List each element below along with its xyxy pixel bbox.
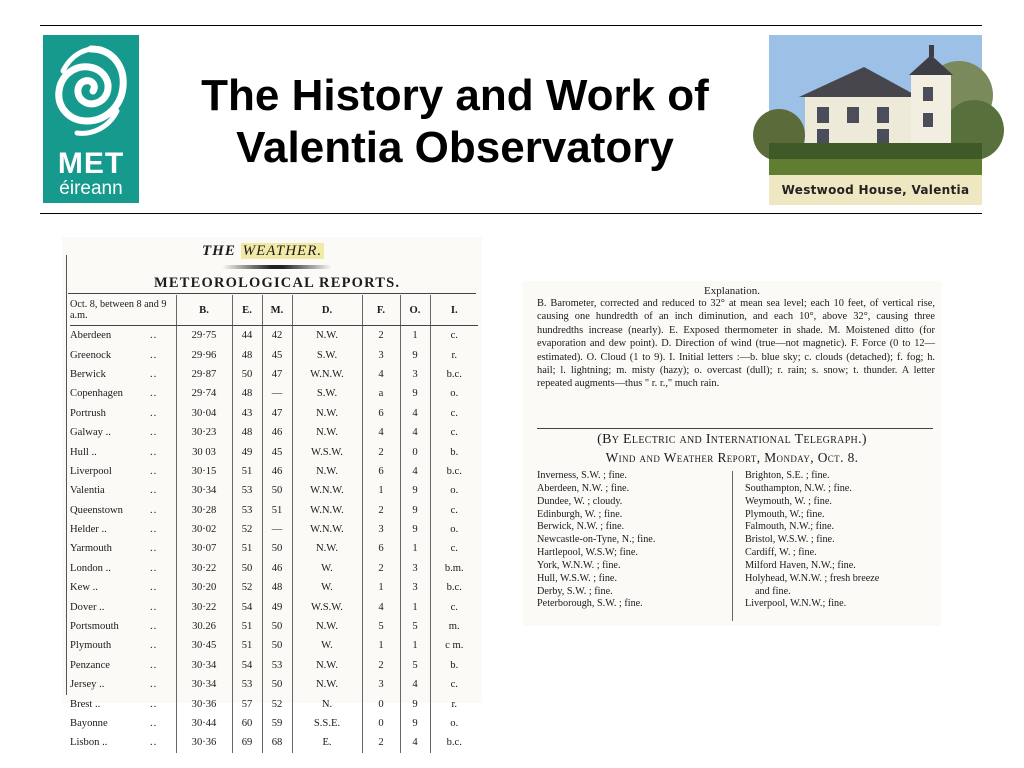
section-title: METEOROLOGICAL REPORTS. — [154, 275, 401, 291]
table-cell: 45 — [262, 442, 292, 461]
table-row — [70, 636, 478, 655]
table-cell: 30·20 — [176, 578, 232, 597]
table-cell: Greenock — [70, 349, 112, 361]
page-title — [150, 70, 760, 174]
section-divider — [537, 428, 933, 429]
table-cell: Helder .. — [70, 524, 107, 536]
wind-weather-report-clipping — [523, 281, 941, 626]
table-cell: 2 — [362, 733, 400, 752]
report-entry: Falmouth, N.W.; fine. — [745, 521, 835, 533]
table-cell: 48 — [232, 423, 262, 442]
table-cell: W. — [292, 636, 362, 655]
table-cell: 30·07 — [176, 539, 232, 558]
logo-eireann-text: éireann — [59, 178, 123, 199]
table-cell: .. — [150, 737, 158, 749]
heading-the: THE — [202, 243, 236, 259]
table-cell: Portsmouth — [70, 621, 119, 633]
table-cell: 2 — [362, 501, 400, 520]
table-cell: c. — [430, 597, 478, 616]
table-cell: 9 — [400, 384, 430, 403]
report-entry: Southampton, N.W. ; fine. — [745, 482, 852, 494]
table-cell: 2 — [362, 442, 400, 461]
table-cell: .. — [150, 465, 158, 477]
table-cell: 9 — [400, 714, 430, 733]
report-entry: Milford Haven, N.W.; fine. — [745, 559, 856, 571]
table-cell: 1 — [400, 636, 430, 655]
table-cell: 51 — [232, 462, 262, 481]
table-cell: 51 — [262, 501, 292, 520]
table-cell: 4 — [400, 462, 430, 481]
table-cell: 30·44 — [176, 714, 232, 733]
table-cell: 3 — [362, 345, 400, 364]
table-cell: 1 — [400, 597, 430, 616]
table-cell: 52 — [232, 520, 262, 539]
table-cell: 9 — [400, 481, 430, 500]
table-cell: r. — [430, 345, 478, 364]
table-cell: 49 — [232, 442, 262, 461]
table-row — [70, 345, 478, 364]
table-cell: 9 — [400, 520, 430, 539]
met-eireann-logo — [43, 35, 139, 203]
photo-caption: Westwood House, Valentia — [769, 175, 982, 205]
table-cell: 30·34 — [176, 675, 232, 694]
table-cell: 29·75 — [176, 326, 232, 346]
table-cell: .. — [150, 601, 158, 613]
table-cell: 49 — [262, 597, 292, 616]
table-cell: 5 — [400, 617, 430, 636]
decorative-rule — [222, 265, 332, 269]
table-row — [70, 714, 478, 733]
table-row — [70, 481, 478, 500]
report-entry: Cardiff, W. ; fine. — [745, 547, 817, 559]
table-cell: 69 — [232, 733, 262, 752]
table-cell: — — [262, 384, 292, 403]
table-cell: 1 — [400, 539, 430, 558]
table-cell: .. — [150, 718, 158, 729]
table-cell: .. — [150, 330, 158, 342]
table-cell: N. — [292, 694, 362, 713]
table-cell: 60 — [232, 714, 262, 733]
table-cell: 3 — [362, 675, 400, 694]
table-row — [70, 617, 478, 636]
table-row — [70, 520, 478, 539]
table-cell: 50 — [232, 559, 262, 578]
table-cell: N.W. — [292, 656, 362, 675]
table-cell: 50 — [232, 365, 262, 384]
report-entry: Bristol, W.S.W. ; fine. — [745, 534, 835, 546]
report-entry: and fine. — [755, 585, 791, 597]
report-entry: Edinburgh, W. ; fine. — [537, 508, 623, 520]
table-cell: 68 — [262, 733, 292, 752]
table-cell: 4 — [362, 365, 400, 384]
column-header: D. — [292, 295, 362, 326]
table-cell: 54 — [232, 597, 262, 616]
table-cell: 50 — [262, 675, 292, 694]
report-entry: Hull, W.S.W. ; fine. — [537, 572, 617, 584]
top-divider — [40, 25, 982, 26]
table-cell: 4 — [400, 675, 430, 694]
table-cell: N.W. — [292, 462, 362, 481]
table-cell: 30·36 — [176, 694, 232, 713]
clipping-border — [66, 255, 67, 695]
table-cell: 3 — [400, 578, 430, 597]
newspaper-heading — [202, 243, 324, 260]
table-cell: o. — [430, 481, 478, 500]
table-cell: 50 — [262, 617, 292, 636]
column-header: O. — [400, 295, 430, 326]
table-cell: .. — [150, 504, 158, 516]
table-row — [70, 404, 478, 423]
table-cell: 46 — [262, 462, 292, 481]
table-cell: 3 — [400, 365, 430, 384]
table-cell: 30·34 — [176, 656, 232, 675]
table-cell: Aberdeen — [70, 330, 112, 342]
table-cell: Jersey .. — [70, 679, 105, 691]
table-cell: b.c. — [430, 578, 478, 597]
table-cell: Valentia — [70, 485, 105, 497]
table-cell: 52 — [232, 578, 262, 597]
table-cell: 50 — [262, 481, 292, 500]
table-cell: Dover .. — [70, 601, 105, 613]
table-cell: r. — [430, 694, 478, 713]
table-row — [70, 656, 478, 675]
reports-table — [70, 295, 478, 753]
table-cell: c. — [430, 423, 478, 442]
table-cell: W.S.W. — [292, 442, 362, 461]
header-divider — [40, 213, 982, 214]
table-cell: 4 — [400, 423, 430, 442]
table-row — [70, 462, 478, 481]
table-cell: 48 — [232, 384, 262, 403]
table-cell: — — [262, 520, 292, 539]
table-cell: London .. — [70, 562, 111, 574]
table-cell: 30·22 — [176, 597, 232, 616]
table-cell: 30 03 — [176, 442, 232, 461]
table-cell: .. — [150, 427, 158, 439]
table-cell: o. — [430, 520, 478, 539]
table-cell: o. — [430, 384, 478, 403]
table-cell: 6 — [362, 404, 400, 423]
report-entry: Peterborough, S.W. ; fine. — [537, 598, 643, 610]
table-cell: 29·96 — [176, 345, 232, 364]
report-entry: Dundee, W. ; cloudy. — [537, 495, 623, 507]
table-cell: 50 — [262, 539, 292, 558]
table-cell: 1 — [362, 481, 400, 500]
swirl-logo-icon — [51, 41, 131, 145]
table-cell: 30·34 — [176, 481, 232, 500]
table-cell: Lisbon .. — [70, 737, 108, 749]
table-cell: .. — [150, 679, 158, 691]
table-cell: 3 — [400, 559, 430, 578]
table-cell: 42 — [262, 326, 292, 346]
table-row — [70, 423, 478, 442]
report-entry: Newcastle-on-Tyne, N.; fine. — [537, 534, 656, 546]
table-cell: 51 — [232, 539, 262, 558]
table-row — [70, 365, 478, 384]
table-cell: 46 — [262, 559, 292, 578]
table-cell: 4 — [362, 423, 400, 442]
table-cell: .. — [150, 640, 158, 652]
table-cell: Yarmouth — [70, 543, 112, 555]
table-cell: 6 — [362, 539, 400, 558]
table-cell: 51 — [232, 617, 262, 636]
table-cell: .. — [150, 446, 158, 458]
table-cell: 45 — [262, 345, 292, 364]
table-cell: m. — [430, 617, 478, 636]
table-cell: 29·74 — [176, 384, 232, 403]
table-cell: 2 — [362, 656, 400, 675]
table-cell: b.c. — [430, 733, 478, 752]
table-cell: .. — [150, 407, 158, 419]
table-cell: W.S.W. — [292, 597, 362, 616]
table-cell: .. — [150, 524, 158, 536]
report-entry: Aberdeen, N.W. ; fine. — [537, 482, 630, 494]
table-cell: 30·28 — [176, 501, 232, 520]
column-header: B. — [176, 295, 232, 326]
explanation-text: B. Barometer, corrected and reduced to 32° at mean sea level; each 10 feet, of vertical rise, causing one hundredth of an inch diminution, and each 10°, above 32°, causing three hundredths increase (nearly). E. Exposed thermometer in shade. M. Moistened ditto (for evaporation and dew point). D. Direction of wind (true—not magnetic). F. Force (0 to 12—estimated). O. Cloud (1 to 9). I. Initial letters :—b. blue sky; c. clouds (detached); f. fog; h. hail; l. lightning; m. misty (hazy); o. overcast (dull); r. rain; s. snow; t. thunder. A letter repeated augments—thus " r. r.," much rain. — [537, 298, 935, 390]
table-cell: c. — [430, 675, 478, 694]
table-cell: b.c. — [430, 462, 478, 481]
report-entry: Hartlepool, W.S.W; fine. — [537, 547, 638, 559]
table-cell: 0 — [362, 694, 400, 713]
table-cell: S.S.E. — [292, 714, 362, 733]
table-cell: c. — [430, 501, 478, 520]
table-cell: b. — [430, 656, 478, 675]
table-top-rule — [68, 293, 476, 294]
table-cell: 1 — [362, 636, 400, 655]
table-cell: 1 — [362, 578, 400, 597]
table-cell: Penzance — [70, 659, 110, 671]
table-row — [70, 326, 478, 346]
table-cell: 0 — [362, 714, 400, 733]
column-header: Oct. 8, between 8 and 9 a.m. — [70, 295, 176, 326]
table-cell: Liverpool — [70, 465, 112, 477]
table-cell: N.W. — [292, 617, 362, 636]
column-header: I. — [430, 295, 478, 326]
table-cell: Plymouth — [70, 640, 112, 652]
table-row — [70, 733, 478, 752]
table-row — [70, 442, 478, 461]
table-cell: .. — [150, 349, 158, 361]
table-cell: S.W. — [292, 384, 362, 403]
table-cell: 3 — [362, 520, 400, 539]
table-cell: 50 — [262, 636, 292, 655]
logo-met-text: MET — [57, 147, 125, 180]
table-cell: W.N.W. — [292, 501, 362, 520]
table-cell: c m. — [430, 636, 478, 655]
table-cell: W.N.W. — [292, 520, 362, 539]
table-cell: 29·87 — [176, 365, 232, 384]
table-cell: W. — [292, 578, 362, 597]
table-cell: N.W. — [292, 539, 362, 558]
title-line-2: Valentia Observatory — [236, 123, 674, 172]
table-cell: 2 — [362, 559, 400, 578]
table-cell: W.N.W. — [292, 481, 362, 500]
table-cell: W. — [292, 559, 362, 578]
column-header: F. — [362, 295, 400, 326]
table-cell: .. — [150, 698, 158, 710]
table-cell: 30·22 — [176, 559, 232, 578]
table-cell: a — [362, 384, 400, 403]
table-cell: 53 — [232, 501, 262, 520]
table-row — [70, 384, 478, 403]
table-body — [70, 326, 478, 753]
table-cell: 30·04 — [176, 404, 232, 423]
table-cell: N.W. — [292, 404, 362, 423]
table-cell: 51 — [232, 636, 262, 655]
table-cell: N.W. — [292, 675, 362, 694]
table-cell: 30·45 — [176, 636, 232, 655]
table-cell: 47 — [262, 404, 292, 423]
house-photo-image — [769, 35, 982, 175]
meteorological-reports-clipping — [62, 237, 482, 749]
table-cell: 48 — [262, 578, 292, 597]
column-header: M. — [262, 295, 292, 326]
table-cell: 0 — [400, 442, 430, 461]
table-cell: c. — [430, 326, 478, 346]
table-cell: b. — [430, 442, 478, 461]
table-cell: S.W. — [292, 345, 362, 364]
table-cell: .. — [150, 368, 158, 380]
column-header: E. — [232, 295, 262, 326]
table-cell: 48 — [232, 345, 262, 364]
table-cell: 30·36 — [176, 733, 232, 752]
table-cell: Berwick — [70, 368, 106, 380]
table-cell: 4 — [400, 404, 430, 423]
table-cell: c. — [430, 404, 478, 423]
table-cell: 44 — [232, 326, 262, 346]
table-row — [70, 597, 478, 616]
report-entry: Inverness, S.W. ; fine. — [537, 470, 627, 481]
table-cell: Kew .. — [70, 582, 98, 594]
table-row — [70, 539, 478, 558]
table-cell: 43 — [232, 404, 262, 423]
table-cell: 59 — [262, 714, 292, 733]
table-cell: .. — [150, 659, 158, 671]
report-entry: Holyhead, W.N.W. ; fresh breeze — [745, 572, 880, 584]
table-cell: 30.26 — [176, 617, 232, 636]
table-cell: 54 — [232, 656, 262, 675]
table-cell: N.W. — [292, 326, 362, 346]
table-cell: 9 — [400, 694, 430, 713]
table-cell: Brest .. — [70, 698, 101, 710]
table-cell: E. — [292, 733, 362, 752]
column-divider — [732, 471, 733, 621]
wind-report-title: Wind and Weather Report, Monday, Oct. 8. — [605, 450, 859, 465]
table-cell: 6 — [362, 462, 400, 481]
telegraph-title: (By Electric and International Telegraph.) — [597, 432, 867, 447]
table-cell: 57 — [232, 694, 262, 713]
table-cell: 53 — [232, 675, 262, 694]
table-cell: Bayonne — [70, 718, 108, 729]
report-entry: Plymouth, W.; fine. — [745, 508, 825, 520]
table-cell: 52 — [262, 694, 292, 713]
table-cell: Copenhagen — [70, 388, 123, 400]
table-cell: 4 — [400, 733, 430, 752]
table-cell: 53 — [232, 481, 262, 500]
table-row — [70, 501, 478, 520]
table-cell: 2 — [362, 326, 400, 346]
table-cell: W.N.W. — [292, 365, 362, 384]
table-cell: 46 — [262, 423, 292, 442]
table-cell: 53 — [262, 656, 292, 675]
table-cell: 5 — [362, 617, 400, 636]
table-cell: b.c. — [430, 365, 478, 384]
table-cell: 9 — [400, 345, 430, 364]
table-cell: Hull .. — [70, 446, 97, 458]
report-entry: Liverpool, W.N.W.; fine. — [745, 598, 847, 610]
table-header-row — [70, 295, 478, 326]
report-entry: Berwick, N.W. ; fine. — [537, 521, 625, 533]
table-cell: .. — [150, 621, 158, 633]
table-row — [70, 694, 478, 713]
table-cell: Queenstown — [70, 504, 123, 516]
table-cell: 9 — [400, 501, 430, 520]
table-row — [70, 675, 478, 694]
table-cell: .. — [150, 562, 158, 574]
explanation-title: Explanation. — [704, 285, 760, 297]
heading-weather: WEATHER. — [242, 243, 323, 259]
table-cell: o. — [430, 714, 478, 733]
table-row — [70, 578, 478, 597]
table-cell: b.m. — [430, 559, 478, 578]
table-cell: 30·15 — [176, 462, 232, 481]
table-row — [70, 559, 478, 578]
westwood-house-photo — [769, 35, 982, 205]
report-entry: Derby, S.W. ; fine. — [537, 585, 613, 597]
report-list-left — [537, 470, 729, 611]
table-cell: Portrush — [70, 407, 106, 419]
table-cell: .. — [150, 388, 158, 400]
table-cell: Galway .. — [70, 427, 111, 439]
table-cell: 30·23 — [176, 423, 232, 442]
table-cell: c. — [430, 539, 478, 558]
report-entry: Weymouth, W. ; fine. — [745, 495, 832, 507]
table-cell: .. — [150, 485, 158, 497]
table-cell: 5 — [400, 656, 430, 675]
table-cell: 1 — [400, 326, 430, 346]
report-entry: York, W.N.W. ; fine. — [537, 559, 621, 571]
table-cell: .. — [150, 543, 158, 555]
report-list-right — [745, 470, 941, 611]
table-cell: 4 — [362, 597, 400, 616]
table-cell: N.W. — [292, 423, 362, 442]
table-cell: .. — [150, 582, 158, 594]
table-cell: 47 — [262, 365, 292, 384]
table-cell: 30·02 — [176, 520, 232, 539]
report-entry: Brighton, S.E. ; fine. — [745, 470, 830, 481]
title-line-1: The History and Work of — [201, 71, 709, 120]
